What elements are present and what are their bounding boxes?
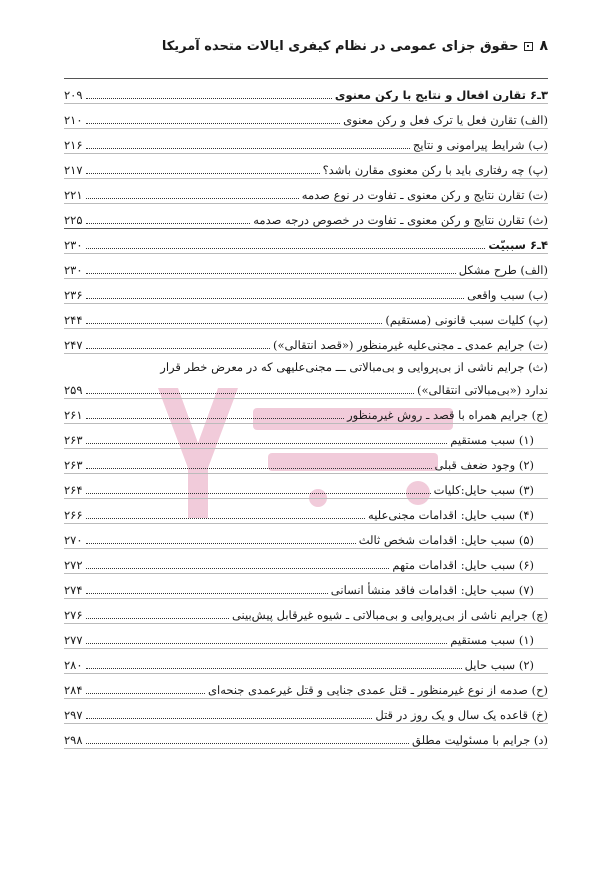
- running-header: [48, 38, 548, 54]
- divider: [64, 353, 548, 354]
- leader-dots: [86, 147, 410, 149]
- page-number: ۸: [539, 38, 548, 54]
- running-title: حقوق جزای عمومی در نظام کیفری ایالات متحده آمریکا: [161, 38, 519, 54]
- toc-entry[interactable]: ندارد («بی‌مبالاتی انتقالی») ۲۵۹: [64, 383, 548, 397]
- toc-entry[interactable]: (پ) چه رفتاری باید با رکن معنوی مقارن باشد؟ ۲۱۷: [64, 163, 548, 177]
- leader-dots: [86, 97, 332, 99]
- toc-entry[interactable]: (پ) کلیات سبب قانونی (مستقیم) ۲۴۴: [64, 313, 548, 327]
- divider: [64, 303, 548, 304]
- toc-entry[interactable]: (ب) سبب واقعی ۲۳۶: [64, 288, 548, 302]
- leader-dots: [86, 172, 320, 174]
- divider: [64, 253, 548, 254]
- divider: [64, 648, 548, 649]
- leader-dots: [86, 592, 328, 594]
- toc-entry[interactable]: (چ) جرایم ناشی از بی‌پروایی و بی‌مبالاتی ـ شیوه غیرقابل پیش‌بینی ۲۷۶: [64, 608, 548, 622]
- toc-entry[interactable]: (خ) قاعده یک سال و یک روز در قتل ۲۹۷: [64, 708, 548, 722]
- divider: [64, 573, 548, 574]
- divider: [64, 698, 548, 699]
- toc-subentry[interactable]: (۲) سبب حایل ۲۸۰: [64, 658, 534, 672]
- leader-dots: [86, 742, 409, 744]
- toc-subentry[interactable]: (۵) سبب حایل: اقدامات شخص ثالث ۲۷۰: [64, 533, 534, 547]
- divider: [64, 423, 548, 424]
- divider: [64, 328, 548, 329]
- toc-subentry[interactable]: (۶) سبب حایل: اقدامات متهم ۲۷۲: [64, 558, 534, 572]
- toc-entry[interactable]: (ب) شرایط پیرامونی و نتایج ۲۱۶: [64, 138, 548, 152]
- square-bullet-icon: [524, 42, 533, 51]
- leader-dots: [86, 542, 356, 544]
- leader-dots: [86, 667, 462, 669]
- toc-subentry[interactable]: (۱) سبب مستقیم ۲۶۳: [64, 433, 534, 447]
- divider: [64, 78, 548, 79]
- divider: [64, 673, 548, 674]
- leader-dots: [86, 442, 448, 444]
- divider: [64, 598, 548, 599]
- leader-dots: [86, 642, 448, 644]
- leader-dots: [86, 197, 299, 199]
- leader-dots: [86, 122, 341, 124]
- leader-dots: [86, 517, 366, 519]
- leader-dots: [86, 617, 229, 619]
- toc-entry[interactable]: (ث) تقارن نتایج و رکن معنوی ـ تفاوت در خصوص درجه صدمه ۲۲۵: [64, 213, 548, 227]
- toc-entry[interactable]: (ت) تقارن نتایج و رکن معنوی ـ تفاوت در نوع صدمه ۲۲۱: [64, 188, 548, 202]
- leader-dots: [86, 692, 206, 694]
- leader-dots: [86, 247, 486, 249]
- divider: [64, 548, 548, 549]
- divider: [64, 103, 548, 104]
- toc-subentry[interactable]: (۲) وجود ضعف قبلی ۲۶۳: [64, 458, 534, 472]
- leader-dots: [86, 222, 251, 224]
- leader-dots: [86, 347, 271, 349]
- toc-entry[interactable]: (ح) صدمه از نوع غیرمنظور ـ قتل عمدی جنایی و قتل غیرعمدی جنحه‌ای ۲۸۴: [64, 683, 548, 697]
- divider: [64, 473, 548, 474]
- leader-dots: [86, 717, 373, 719]
- toc-subentry[interactable]: (۱) سبب مستقیم ۲۷۷: [64, 633, 534, 647]
- divider: [64, 723, 548, 724]
- toc-subentry[interactable]: (۳) سبب حایل:کلیات ۲۶۴: [64, 483, 534, 497]
- leader-dots: [86, 492, 431, 494]
- divider: [64, 498, 548, 499]
- leader-dots: [86, 567, 390, 569]
- leader-dots: [86, 297, 465, 299]
- leader-dots: [86, 467, 432, 469]
- divider: [64, 398, 548, 399]
- toc-entry[interactable]: (د) جرایم با مسئولیت مطلق ۲۹۸: [64, 733, 548, 747]
- divider: [64, 448, 548, 449]
- toc-section-heading[interactable]: ۳ـ۶ تقارن افعال و نتایج با رکن معنوی ۲۰۹: [64, 88, 548, 102]
- toc-entry[interactable]: (الف) طرح مشکل ۲۳۰: [64, 263, 548, 277]
- divider: [64, 128, 548, 129]
- divider: [64, 203, 548, 204]
- toc-entry[interactable]: (ج) جرایم همراه با قصد ـ روش غیرمنظور ۲۶۱: [64, 408, 548, 422]
- leader-dots: [86, 417, 345, 419]
- toc-section-heading[interactable]: ۴ـ۶ سببیّت ۲۳۰: [64, 238, 548, 252]
- divider: [64, 228, 548, 229]
- divider: [64, 523, 548, 524]
- divider: [64, 623, 548, 624]
- toc-entry[interactable]: (الف) تقارن فعل یا ترک فعل و رکن معنوی ۲۱۰: [64, 113, 548, 127]
- toc-entry-wrapped-line[interactable]: (ث) جرایم ناشی از بی‌پروایی و بی‌مبالاتی ـــ مجنی‌علیهی که در معرض خطر قرار: [160, 360, 548, 374]
- leader-dots: [86, 322, 383, 324]
- leader-dots: [86, 392, 414, 394]
- divider: [64, 178, 548, 179]
- leader-dots: [86, 272, 456, 274]
- toc-subentry[interactable]: (۴) سبب حایل: اقدامات مجنی‌علیه ۲۶۶: [64, 508, 534, 522]
- divider: [64, 153, 548, 154]
- divider: [64, 278, 548, 279]
- toc-subentry[interactable]: (۷) سبب حایل: اقدامات فاقد منشأ انسانی ۲۷۴: [64, 583, 534, 597]
- toc-entry[interactable]: (ت) جرایم عمدی ـ مجنی‌علیه غیرمنظور («قصد انتقالی») ۲۴۷: [64, 338, 548, 352]
- divider: [64, 748, 548, 749]
